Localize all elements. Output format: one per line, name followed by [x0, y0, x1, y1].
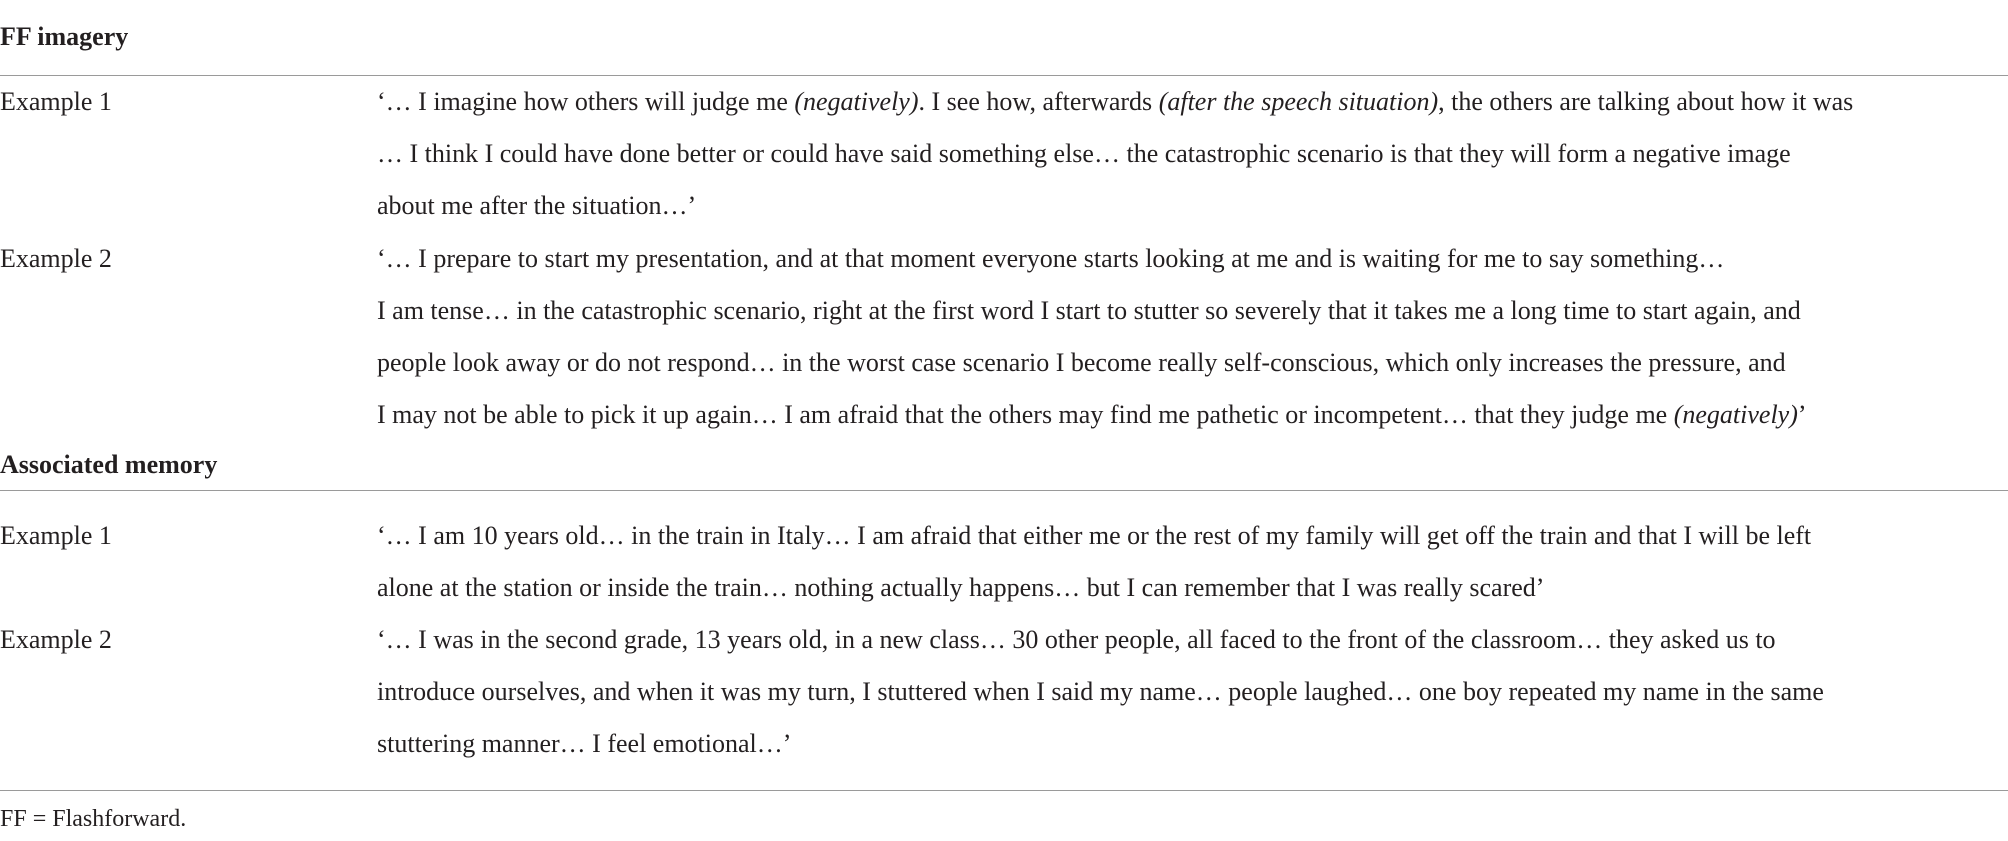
quote-line	[377, 718, 1997, 770]
row-quote	[377, 76, 1997, 232]
quote-text: . I see how, afterwards	[918, 87, 1159, 116]
quote-line	[377, 128, 1997, 180]
quote-line	[377, 76, 1997, 128]
row-quote	[377, 614, 1997, 770]
row-quote	[377, 510, 1997, 614]
quote-line	[377, 666, 1997, 718]
quote-text: introduce ourselves, and when it was my turn, I stuttered when I said my name… people laughed… one boy repeated my name in the same	[377, 677, 1824, 706]
quote-line	[377, 180, 1997, 232]
italic-annotation: (negatively)	[1673, 400, 1798, 429]
italic-annotation: (after the speech situation)	[1158, 87, 1439, 116]
quote-line	[377, 337, 1997, 389]
quote-line	[377, 562, 1997, 614]
quote-text: ‘… I prepare to start my presentation, and at that moment everyone starts looking at me and is waiting for me to say something…	[377, 244, 1725, 273]
section-divider	[0, 490, 2008, 491]
quote-line	[377, 285, 1997, 337]
quote-text: ‘… I am 10 years old… in the train in Italy… I am afraid that either me or the rest of my family will get off the train and that I will be left	[377, 521, 1812, 550]
quote-text: , the others are talking about how it was	[1438, 87, 1854, 116]
section-header-associated-memory: Associated memory	[0, 450, 218, 479]
quote-text: ‘… I was in the second grade, 13 years old, in a new class… 30 other people, all faced to the front of the classroom… they asked us to	[377, 625, 1776, 654]
quote-text: ‘… I imagine how others will judge me	[377, 87, 795, 116]
quote-line	[377, 233, 1997, 285]
quote-text: stuttering manner… I feel emotional…’	[377, 729, 792, 758]
italic-annotation: (negatively)	[794, 87, 919, 116]
row-label: Example 1	[0, 521, 112, 550]
quote-text: ’	[1797, 400, 1807, 429]
row-label: Example 1	[0, 87, 112, 116]
section-header-ff-imagery: FF imagery	[0, 22, 129, 51]
quote-text: I am tense… in the catastrophic scenario, right at the first word I start to stutter so severely that it takes me a long time to start again, and	[377, 296, 1801, 325]
quote-line	[377, 510, 1997, 562]
quote-line	[377, 614, 1997, 666]
quote-text: about me after the situation…’	[377, 191, 697, 220]
row-label: Example 2	[0, 625, 112, 654]
table-bottom-rule	[0, 790, 2008, 791]
quote-text: … I think I could have done better or could have said something else… the catastrophic scenario is that they will form a negative image	[377, 139, 1791, 168]
quote-text: people look away or do not respond… in the worst case scenario I become really self-conscious, which only increases the pressure, and	[377, 348, 1786, 377]
quote-text: alone at the station or inside the train… nothing actually happens… but I can remember that I was really scared’	[377, 573, 1545, 602]
row-label: Example 2	[0, 244, 112, 273]
quote-line	[377, 389, 1997, 441]
table-footnote: FF = Flashforward.	[0, 806, 187, 832]
quote-text: I may not be able to pick it up again… I am afraid that the others may find me pathetic or incompetent… that they judge me	[377, 400, 1674, 429]
row-quote	[377, 233, 1997, 441]
